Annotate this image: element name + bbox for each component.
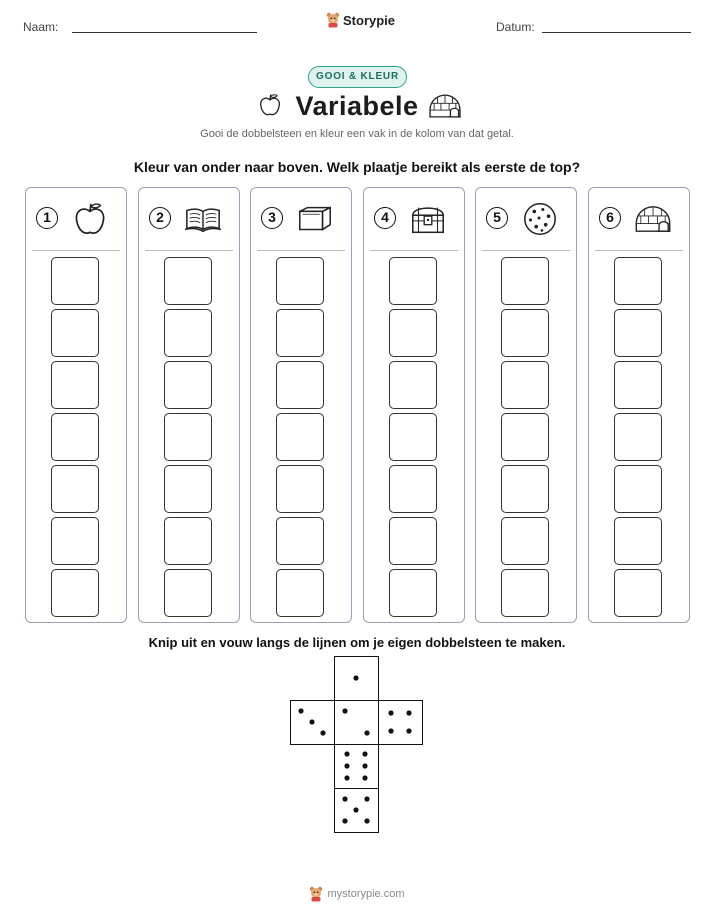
- footer-url[interactable]: mystorypie.com: [327, 888, 405, 900]
- color-box[interactable]: [501, 309, 549, 357]
- color-box[interactable]: [164, 309, 212, 357]
- color-box[interactable]: [389, 465, 437, 513]
- column-divider: [482, 250, 570, 251]
- instruction: Kleur van onder naar boven. Welk plaatje bereikt als eerste de top?: [133, 159, 581, 175]
- die-face-5: [334, 788, 379, 833]
- book-icon: [184, 200, 222, 238]
- color-box[interactable]: [51, 517, 99, 565]
- color-box[interactable]: [614, 257, 662, 305]
- color-box[interactable]: [164, 517, 212, 565]
- subtitle: Gooi de dobbelsteen en kleur een vak in de kolom van dat getal.: [200, 128, 514, 140]
- column-number: 3: [261, 207, 283, 229]
- color-box[interactable]: [614, 465, 662, 513]
- color-box[interactable]: [164, 413, 212, 461]
- igloo-icon: [428, 92, 462, 120]
- column-divider: [32, 250, 120, 251]
- brand-name: Storypie: [343, 12, 396, 28]
- color-box[interactable]: [389, 569, 437, 617]
- die-face-3: [290, 700, 335, 745]
- color-box[interactable]: [614, 361, 662, 409]
- igloo-icon: [634, 200, 672, 238]
- color-box[interactable]: [276, 361, 324, 409]
- color-box[interactable]: [501, 569, 549, 617]
- color-box[interactable]: [389, 361, 437, 409]
- treasure-chest-icon: [409, 200, 447, 238]
- storypie-logo-icon: [309, 886, 323, 902]
- color-box[interactable]: [51, 361, 99, 409]
- column-1: [25, 187, 127, 623]
- column-number: 2: [149, 207, 171, 229]
- storypie-logo-icon: [326, 12, 340, 28]
- footer: [0, 886, 714, 902]
- color-box[interactable]: [614, 309, 662, 357]
- column-number: 5: [486, 207, 508, 229]
- date-label: Datum:: [496, 20, 535, 34]
- color-box[interactable]: [276, 309, 324, 357]
- brand: [326, 12, 395, 28]
- apple-icon: [71, 200, 109, 238]
- column-divider: [595, 250, 683, 251]
- color-box[interactable]: [51, 569, 99, 617]
- color-box[interactable]: [389, 257, 437, 305]
- color-box[interactable]: [51, 465, 99, 513]
- name-label: Naam:: [23, 20, 59, 34]
- color-box[interactable]: [276, 569, 324, 617]
- color-box[interactable]: [164, 361, 212, 409]
- color-box[interactable]: [501, 361, 549, 409]
- color-box[interactable]: [389, 517, 437, 565]
- column-number: 1: [36, 207, 58, 229]
- column-6: [588, 187, 690, 623]
- column-divider: [145, 250, 233, 251]
- color-box[interactable]: [51, 413, 99, 461]
- die-face-1: [334, 656, 379, 701]
- die-face-6: [334, 744, 379, 789]
- date-line: [542, 32, 691, 33]
- column-2: [138, 187, 240, 623]
- color-box[interactable]: [164, 465, 212, 513]
- color-box[interactable]: [389, 309, 437, 357]
- column-4: [363, 187, 465, 623]
- color-box[interactable]: [501, 413, 549, 461]
- color-box[interactable]: [501, 517, 549, 565]
- page-title: Variabele: [295, 91, 419, 121]
- column-3: [250, 187, 352, 623]
- column-divider: [370, 250, 458, 251]
- column-5: [475, 187, 577, 623]
- cookie-icon: [521, 200, 559, 238]
- color-box[interactable]: [51, 309, 99, 357]
- color-box[interactable]: [501, 465, 549, 513]
- activity-badge: GOOI & KLEUR: [308, 66, 407, 88]
- column-divider: [257, 250, 345, 251]
- color-box[interactable]: [389, 413, 437, 461]
- die-face-2: [334, 700, 379, 745]
- color-box[interactable]: [276, 517, 324, 565]
- color-box[interactable]: [164, 569, 212, 617]
- color-box[interactable]: [614, 569, 662, 617]
- color-box[interactable]: [614, 413, 662, 461]
- color-box[interactable]: [501, 257, 549, 305]
- color-box[interactable]: [51, 257, 99, 305]
- die-face-4: [378, 700, 423, 745]
- column-number: 4: [374, 207, 396, 229]
- column-number: 6: [599, 207, 621, 229]
- color-box[interactable]: [276, 413, 324, 461]
- cut-instruction: Knip uit en vouw langs de lijnen om je eigen dobbelsteen te maken.: [148, 635, 566, 650]
- color-box[interactable]: [276, 257, 324, 305]
- box-icon: [296, 200, 334, 238]
- name-line: [72, 32, 257, 33]
- color-box[interactable]: [276, 465, 324, 513]
- color-box[interactable]: [164, 257, 212, 305]
- color-box[interactable]: [614, 517, 662, 565]
